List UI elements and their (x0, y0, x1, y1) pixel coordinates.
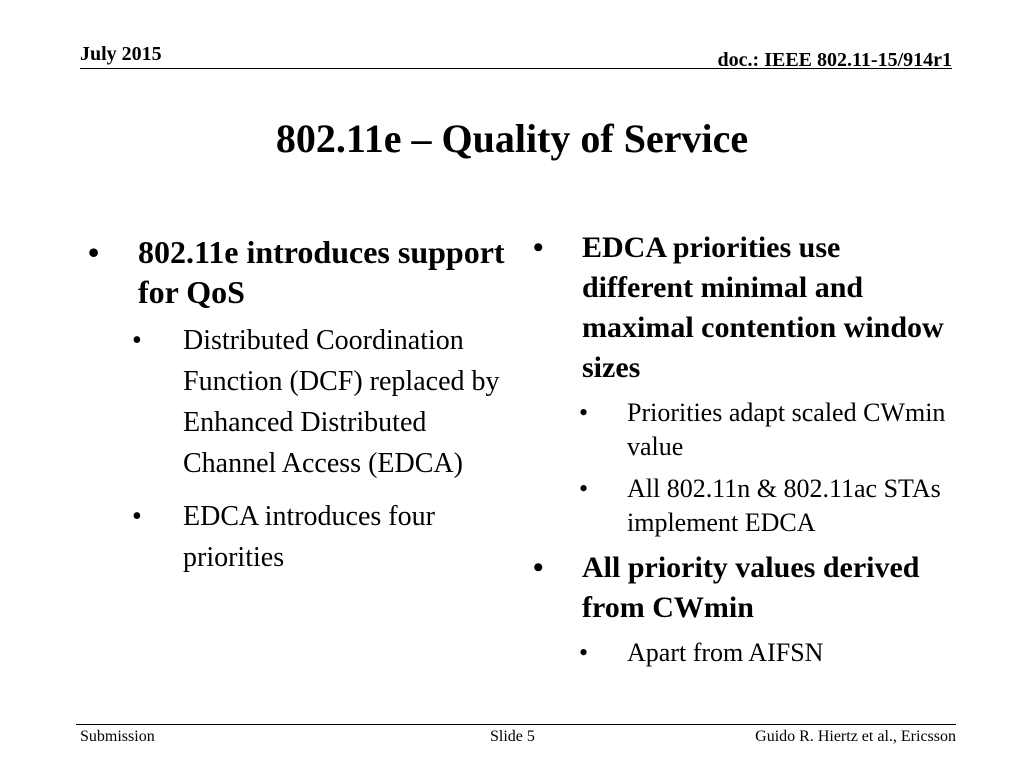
slide-title: 802.11e – Quality of Service (275, 116, 749, 161)
bullet-icon: • (579, 398, 589, 427)
bullet-icon: • (579, 474, 589, 503)
sub-bullet-text: Apart from AIFSN (627, 638, 824, 667)
bullet-icon: • (533, 551, 544, 584)
footer-submission: Submission (80, 728, 155, 745)
bullet-icon: • (579, 638, 589, 667)
sub-bullet-item (533, 472, 953, 540)
footer-author: Guido R. Hiertz et al., Ericsson (755, 728, 956, 745)
bullet-item (533, 228, 953, 388)
sub-bullet-item (533, 636, 953, 670)
left-column (88, 232, 508, 578)
bullet-text: All priority values derived from CWmin (582, 551, 920, 624)
sub-bullet-text: Distributed Coordination Function (DCF) replaced by Enhanced Distributed Channel Access (EDCA) (183, 325, 500, 479)
bullet-icon: • (533, 231, 544, 264)
bullet-icon: • (132, 325, 142, 356)
bullet-icon: • (88, 234, 100, 270)
sub-bullet-text: Priorities adapt scaled CWmin value (627, 398, 946, 461)
header-doc-id: doc.: IEEE 802.11-15/914r1 (717, 49, 952, 71)
footer-divider (76, 724, 956, 725)
header-date: July 2015 (80, 43, 162, 65)
bullet-icon: • (132, 501, 142, 532)
sub-bullet-text: All 802.11n & 802.11ac STAs implement EDCA (627, 474, 941, 537)
sub-bullet-item (88, 496, 508, 578)
sub-bullet-item (533, 396, 953, 464)
sub-bullet-text: EDCA introduces four priorities (183, 501, 435, 573)
sub-bullet-item (88, 320, 508, 484)
bullet-item (533, 548, 953, 628)
bullet-text: 802.11e introduces support for QoS (138, 234, 505, 310)
bullet-item (88, 232, 508, 312)
header-divider (80, 68, 952, 69)
footer-slide-number: Slide 5 (490, 728, 535, 745)
bullet-text: EDCA priorities use different minimal and maximal contention window sizes (582, 231, 944, 384)
right-column (533, 228, 953, 670)
